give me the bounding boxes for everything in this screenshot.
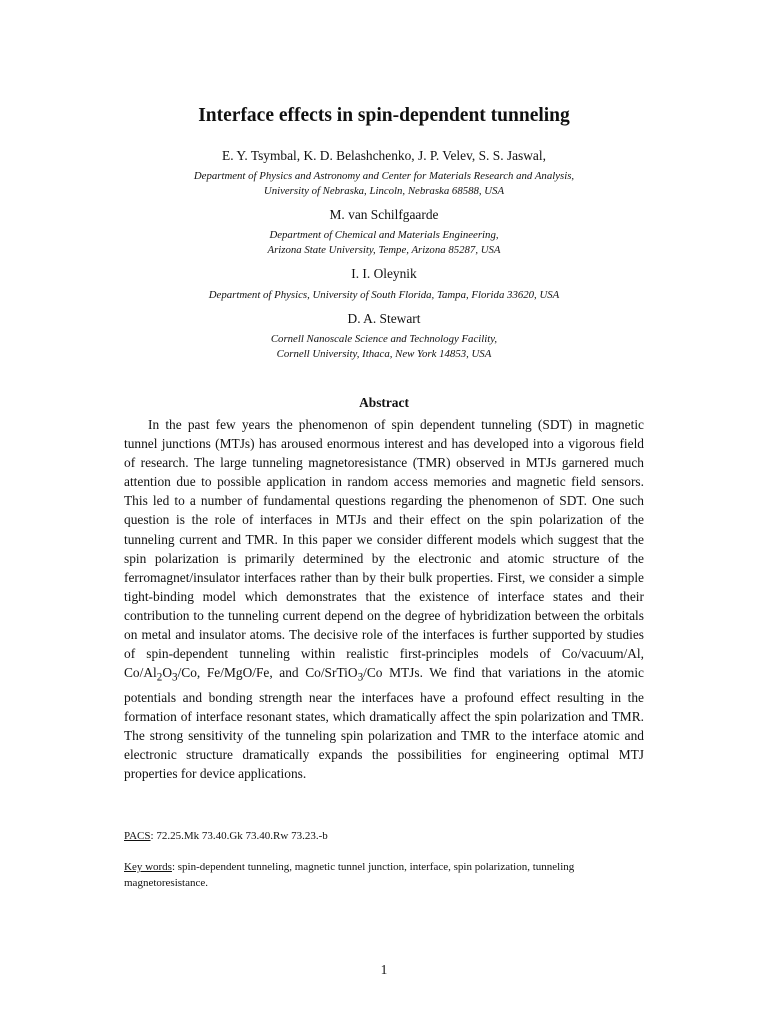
author-line-2: M. van Schilfgaarde (329, 207, 439, 222)
affiliation-2-line-2: Arizona State University, Tempe, Arizona 85287, USA (267, 244, 501, 256)
author-line-3: I. I. Oleynik (351, 266, 417, 281)
author-line-1: E. Y. Tsymbal, K. D. Belashchenko, J. P. Velev, S. S. Jaswal, (222, 148, 546, 163)
subscript-3b: 3 (357, 671, 364, 684)
affiliation-2-line-1: Department of Chemical and Materials Engineering, (269, 229, 499, 241)
abstract-body (124, 415, 644, 783)
paper-title: Interface effects in spin-dependent tunneling (198, 105, 570, 126)
abstract-text-part-3: /Co MTJs. We find that variations in the atomic potentials and bonding strength near the interfaces have a profound effect resulting in the formation of interface resonant states, which dramatically affect the spin polarization and TMR. The strong sensitivity of the tunneling spin polarization and TMR to the interface atomic and electronic structure dramatically expands the possibilities for engineering optimal MTJ properties for device applications. (124, 665, 644, 782)
subscript-2: 2 (156, 671, 163, 684)
affiliation-1-line-2: University of Nebraska, Lincoln, Nebraska 68588, USA (263, 185, 505, 197)
affiliation-1-line-1: Department of Physics and Astronomy and Center for Materials Research and Analysis, (193, 170, 575, 182)
affiliation-3-line-1: Department of Physics, University of South Florida, Tampa, Florida 33620, USA (208, 289, 560, 301)
pacs-value: : 72.25.Mk 73.40.Gk 73.40.Rw 73.23.-b (150, 830, 328, 842)
keywords-line (124, 859, 644, 891)
affiliation-4-line-2: Cornell University, Ithaca, New York 14853, USA (276, 348, 492, 360)
abstract-text-o: O (162, 665, 172, 681)
keywords-label: Key words (124, 861, 172, 873)
affiliation-4-line-1: Cornell Nanoscale Science and Technology Facility, (270, 333, 498, 345)
subscript-3a: 3 (172, 671, 178, 684)
keywords-value: : spin-dependent tunneling, magnetic tunnel junction, interface, spin polarization, tunneling magnetoresistance. (124, 861, 575, 889)
pacs-label: PACS (124, 830, 151, 842)
abstract-heading: Abstract (359, 395, 409, 410)
abstract-text-part-1: In the past few years the phenomenon of spin dependent tunneling (SDT) in magnetic tunnel junctions (MTJs) has aroused enormous interest and has developed into a vigorous field of research. The large tunneling magnetoresistance (TMR) observed in MTJs garnered much attention due to possible application in random access memories and magnetic field sensors. This led to a number of fundamental questions regarding the phenomenon of SDT. One such question is the role of interfaces in MTJs and their effect on the spin polarization of the tunneling current and TMR. In this paper we consider different models which suggest that the spin polarization is primarily determined by the electronic and atomic structure of the ferromagnet/insulator interfaces rather than by their bulk properties. First, we consider a simple tight-binding model which demonstrates that the existence of interface states and their contribution to the tunneling current depend on the degree of hybridization between the orbitals on metal and insulator atoms. The decisive role of the interfaces is further supported by studies of spin-dependent tunneling within realistic first-principles models of Co/vacuum/Al, Co/Al (124, 417, 644, 681)
pacs-line (124, 828, 644, 844)
page-number: 1 (380, 962, 388, 977)
abstract-text-part-2: /Co, Fe/MgO/Fe, and Co/SrTiO (177, 665, 358, 681)
author-line-4: D. A. Stewart (347, 311, 421, 326)
